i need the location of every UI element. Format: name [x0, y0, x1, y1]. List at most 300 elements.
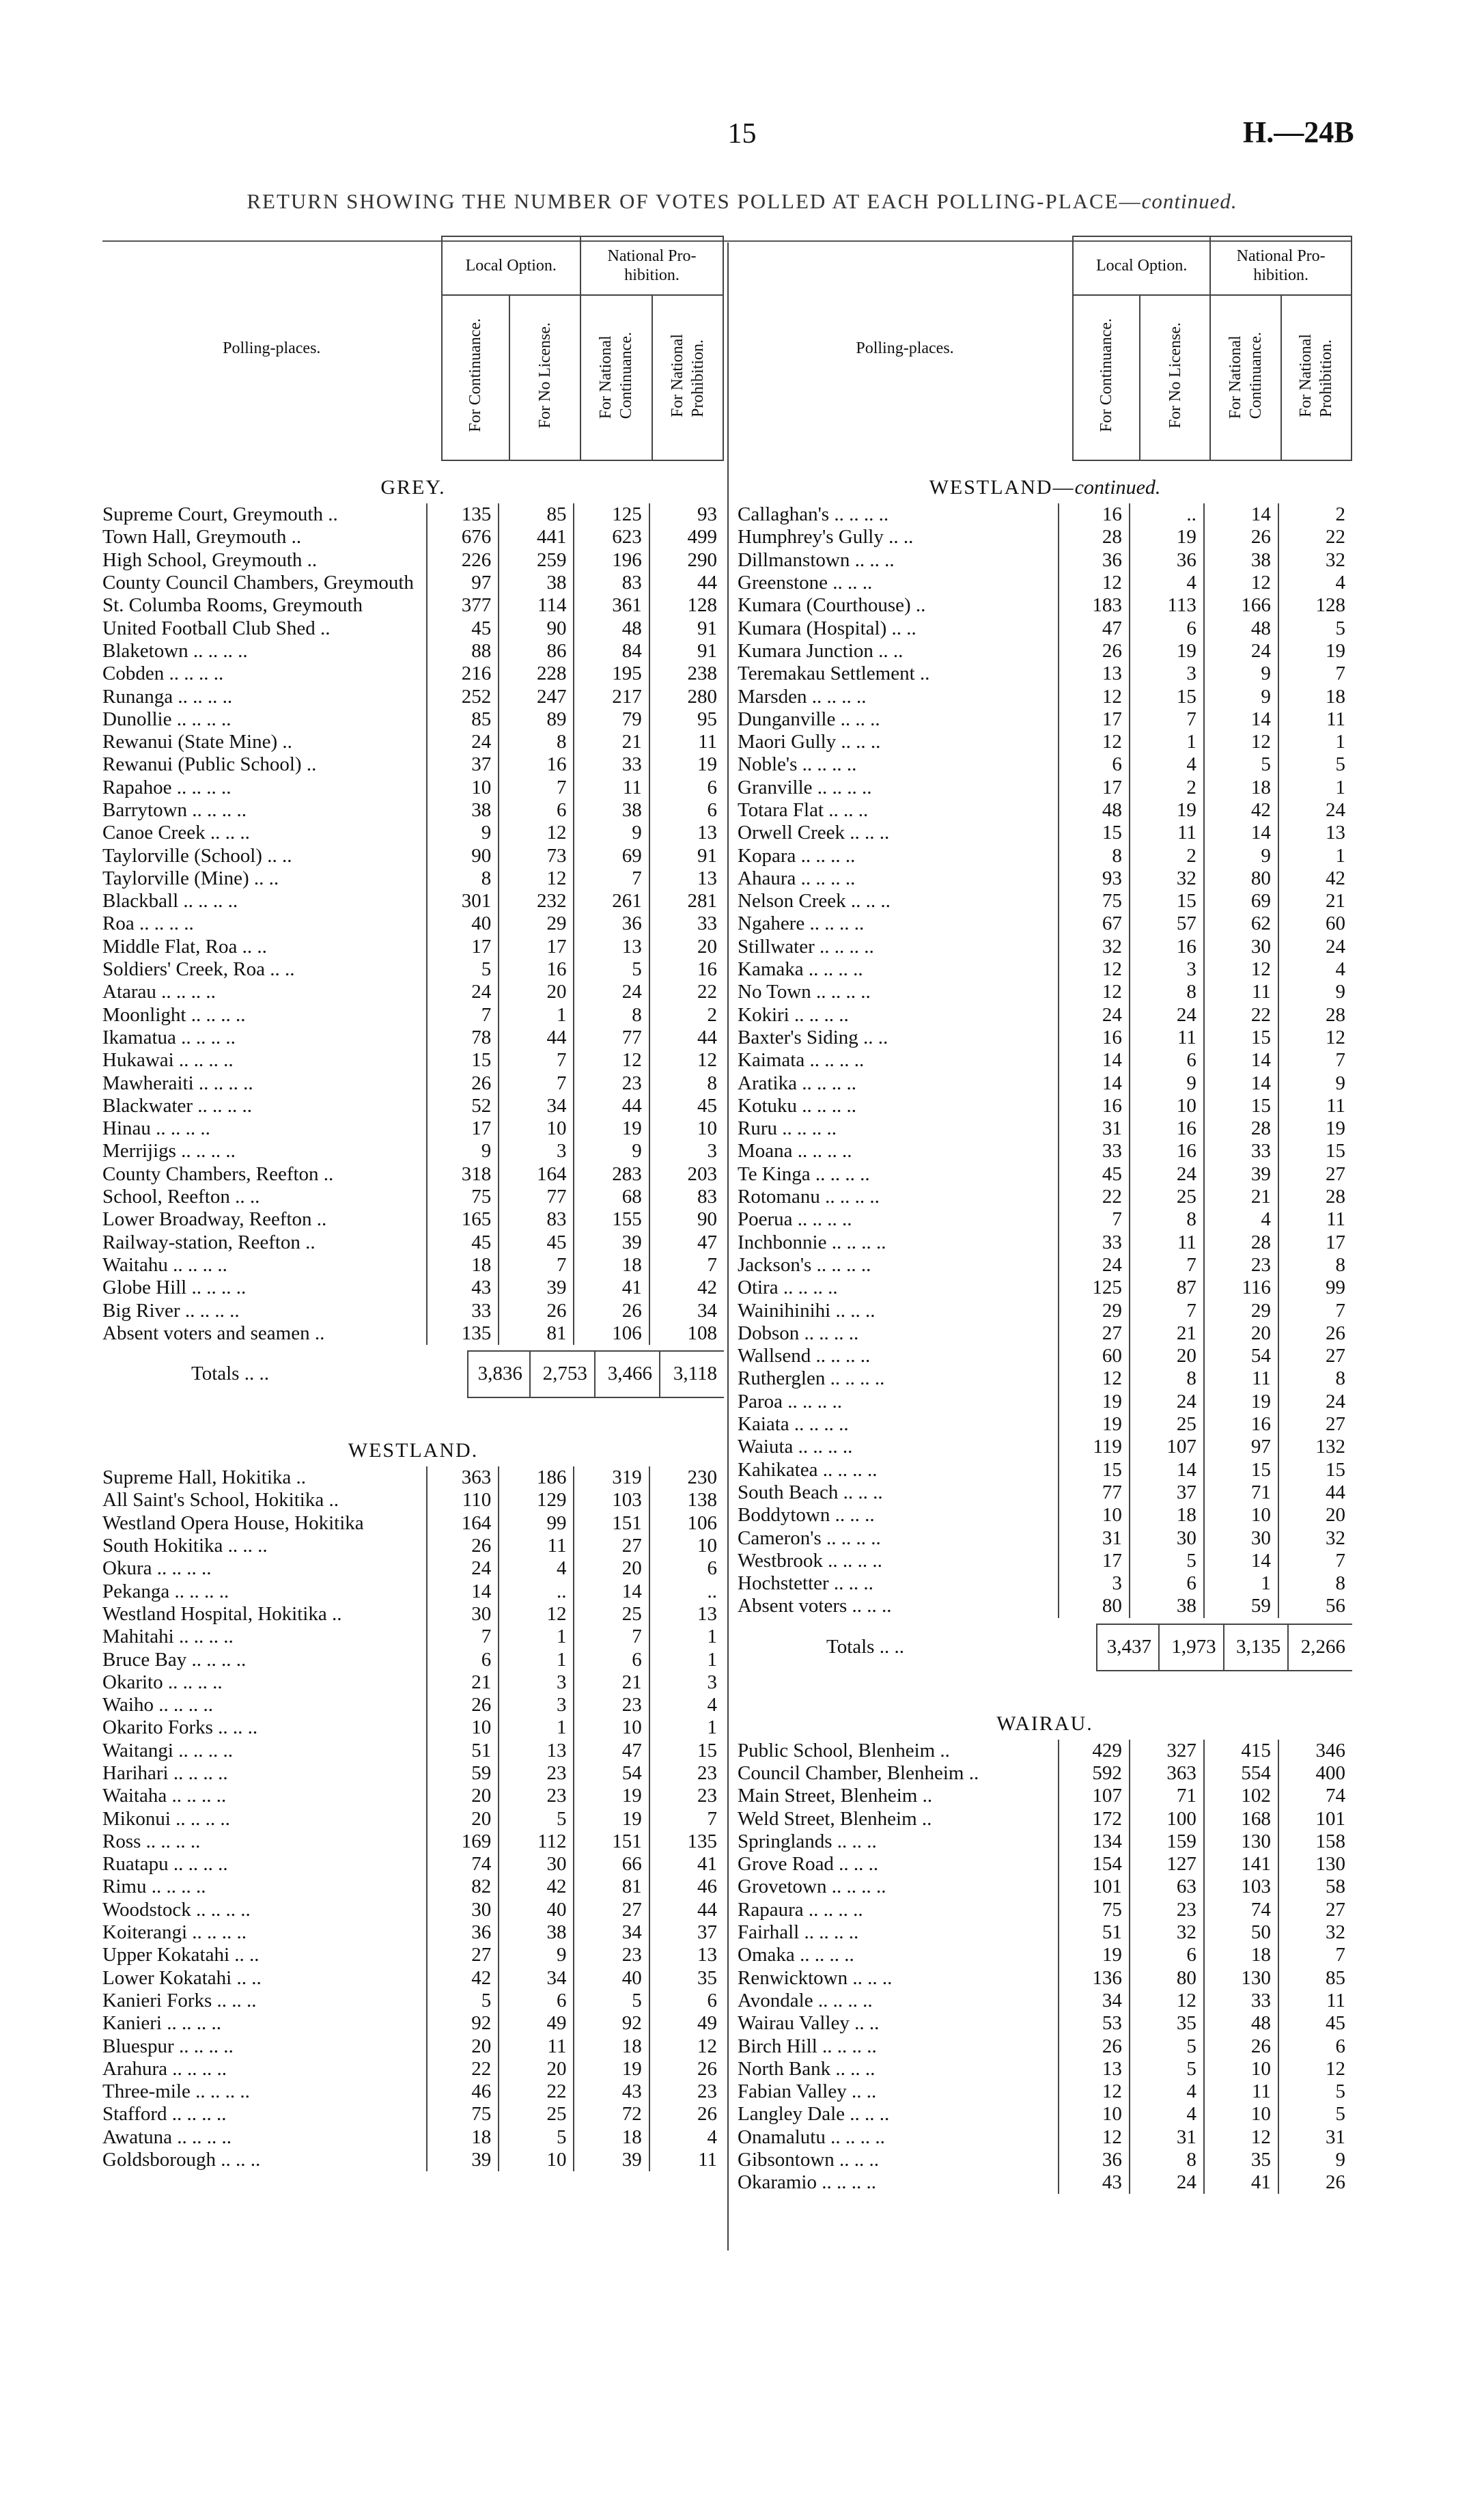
for-continuance-value: 10: [1059, 2103, 1130, 2126]
for-national-prohibition-value: 19: [1278, 1117, 1352, 1140]
polling-place-name: Mikonui .. .. .. ..: [102, 1807, 230, 1830]
for-national-continuance-value: 69: [1204, 890, 1278, 913]
for-national-prohibition-value: 33: [649, 913, 724, 935]
for-national-continuance-value: 16: [1204, 1413, 1278, 1436]
for-national-prohibition-value: 1: [649, 1626, 724, 1648]
westland-continued-title: WESTLAND—: [929, 476, 1075, 499]
for-national-prohibition-value: 22: [649, 981, 724, 1003]
for-national-continuance-value: 11: [1204, 981, 1278, 1003]
table-row: [102, 1580, 724, 1602]
westland-total-continuance: 3,437: [1097, 1624, 1159, 1671]
table-row: [102, 2126, 724, 2149]
table-row: [102, 1716, 724, 1739]
table-row: [738, 617, 1352, 639]
for-national-continuance-value: 12: [1204, 2126, 1278, 2149]
for-national-continuance-value: 9: [574, 822, 649, 844]
for-no-license-value: 25: [1130, 1186, 1204, 1208]
for-national-prohibition-value: 8: [1278, 1572, 1352, 1595]
table-row: [738, 1876, 1352, 1898]
polling-place-name: Fabian Valley .. ..: [738, 2080, 877, 2103]
for-continuance-value: 17: [1059, 777, 1130, 799]
for-national-prohibition-value: 90: [649, 1208, 724, 1231]
for-national-prohibition-value: 9: [1278, 981, 1352, 1003]
for-no-license-value: 2: [1130, 844, 1204, 867]
for-national-prohibition-value: 290: [649, 549, 724, 572]
polling-place-name: Dunollie .. .. .. ..: [102, 708, 232, 730]
left-column-header: [102, 236, 724, 461]
for-national-prohibition-value: 99: [1278, 1277, 1352, 1299]
polling-place-name: Aratika .. .. .. ..: [738, 1072, 856, 1094]
for-national-continuance-value: 41: [574, 1277, 649, 1299]
polling-place-name: Kumara (Hospital) .. ..: [738, 617, 916, 639]
for-continuance-value: 17: [427, 936, 499, 958]
table-row: [738, 572, 1352, 594]
for-national-continuance-value: 23: [574, 1072, 649, 1094]
for-national-continuance-value: 151: [574, 1512, 649, 1535]
table-row: [102, 2149, 724, 2171]
for-continuance-value: 78: [427, 1027, 499, 1049]
for-continuance-value: 36: [1059, 549, 1130, 572]
table-row: [738, 1322, 1352, 1345]
for-continuance-value: 26: [427, 1535, 499, 1557]
westland-continued-label: continued.: [1074, 476, 1161, 499]
for-continuance-value: 165: [427, 1208, 499, 1231]
for-national-continuance-value: 5: [574, 1990, 649, 2012]
for-national-continuance-value: 1: [1204, 1572, 1278, 1595]
polling-place-name: Kahikatea .. .. .. ..: [738, 1458, 878, 1481]
table-row: [102, 844, 724, 867]
polling-place-name: Arahura .. .. .. ..: [102, 2057, 227, 2080]
table-row: [102, 1944, 724, 1966]
polling-place-name: Ruru .. .. .. ..: [738, 1117, 837, 1140]
table-row: [102, 799, 724, 822]
for-no-license-value: 3: [1130, 958, 1204, 981]
for-no-license-value: 4: [499, 1557, 574, 1580]
for-continuance-value: 74: [427, 1853, 499, 1876]
table-row: [102, 867, 724, 890]
polling-place-name: Poerua .. .. .. ..: [738, 1208, 852, 1231]
polling-place-name: Grovetown .. .. .. ..: [738, 1876, 886, 1898]
polling-place-name: Grove Road .. .. ..: [738, 1853, 879, 1876]
for-national-continuance-value: 15: [1204, 1095, 1278, 1117]
for-national-prohibition-value: 5: [1278, 2103, 1352, 2126]
for-national-prohibition-value: 27: [1278, 1345, 1352, 1367]
for-no-license-value: 14: [1130, 1458, 1204, 1481]
for-continuance-value: 22: [1059, 1186, 1130, 1208]
for-national-continuance-value: 15: [1204, 1458, 1278, 1481]
for-national-prohibition-value: 19: [649, 753, 724, 776]
for-no-license-value: 16: [1130, 1140, 1204, 1162]
for-continuance-value: 125: [1059, 1277, 1130, 1299]
polling-place-name: High School, Greymouth ..: [102, 548, 318, 571]
for-national-continuance-value: 50: [1204, 1921, 1278, 1944]
for-national-prohibition-value: 32: [1278, 549, 1352, 572]
for-continuance-value: 363: [427, 1466, 499, 1489]
polling-place-name: Cobden .. .. .. ..: [102, 663, 224, 685]
polling-place-name: Marsden .. .. .. ..: [738, 685, 867, 708]
table-row: [738, 936, 1352, 958]
for-national-prohibition-value: 24: [1278, 1391, 1352, 1413]
title-main: RETURN SHOWING THE NUMBER OF VOTES POLLED AT EACH POLLING-PLACE—: [247, 189, 1142, 213]
for-national-prohibition-value: 32: [1278, 1527, 1352, 1549]
for-no-license-value: 114: [499, 594, 574, 617]
for-national-prohibition-value: 1: [1278, 777, 1352, 799]
for-continuance-value: 8: [427, 867, 499, 890]
for-national-prohibition-header: For National Prohibition.: [668, 333, 707, 417]
polling-place-name: Waiho .. .. .. ..: [102, 1694, 213, 1716]
polling-place-name: Ross .. .. .. ..: [102, 1830, 201, 1852]
for-no-license-value: 12: [1130, 1990, 1204, 2012]
for-national-continuance-value: 44: [574, 1095, 649, 1117]
polling-place-name: Supreme Hall, Hokitika ..: [102, 1466, 307, 1489]
for-no-license-value: 19: [1130, 526, 1204, 548]
for-no-license-value: 89: [499, 708, 574, 731]
table-row: [738, 753, 1352, 776]
table-row: [738, 1413, 1352, 1436]
for-national-continuance-value: 27: [574, 1535, 649, 1557]
for-national-prohibition-header-right: For National Prohibition.: [1297, 333, 1336, 417]
for-national-prohibition-value: 1: [1278, 731, 1352, 753]
polling-place-name: Railway-station, Reefton ..: [102, 1231, 316, 1253]
for-continuance-value: 154: [1059, 1853, 1130, 1876]
grey-total-nat-continuance: 3,466: [595, 1351, 660, 1397]
for-continuance-value: 216: [427, 663, 499, 685]
polling-place-name: Ruatapu .. .. .. ..: [102, 1853, 228, 1876]
for-national-prohibition-value: 230: [649, 1466, 724, 1489]
for-no-license-value: 31: [1130, 2126, 1204, 2149]
for-national-continuance-value: 12: [1204, 572, 1278, 594]
for-national-prohibition-value: 158: [1278, 1830, 1352, 1853]
polling-place-name: Westland Hospital, Hokitika ..: [102, 1602, 342, 1625]
wairau-table: [738, 1740, 1352, 2195]
polling-places-header: Polling-places.: [102, 236, 442, 460]
table-row: [102, 822, 724, 844]
for-continuance-value: 9: [427, 1140, 499, 1162]
for-national-continuance-value: 19: [574, 1785, 649, 1807]
table-row: [738, 1990, 1352, 2012]
for-national-prohibition-value: 2: [1278, 503, 1352, 526]
table-row: [102, 708, 724, 731]
grey-total-continuance: 3,836: [468, 1351, 530, 1397]
table-row: [738, 1572, 1352, 1595]
for-national-prohibition-value: 13: [649, 1603, 724, 1626]
for-no-license-value: 10: [499, 2149, 574, 2171]
for-no-license-value: 129: [499, 1489, 574, 1512]
table-row: [738, 1595, 1352, 1617]
table-row: [102, 1277, 724, 1299]
for-national-prohibition-value: 27: [1278, 1163, 1352, 1186]
for-continuance-value: 36: [1059, 2149, 1130, 2171]
for-continuance-value: 45: [427, 617, 499, 639]
for-national-continuance-value: 92: [574, 2012, 649, 2035]
polling-place-name: Awatuna .. .. .. ..: [102, 2126, 232, 2148]
polling-place-name: Bluespur .. .. .. ..: [102, 2035, 234, 2057]
for-national-continuance-value: 195: [574, 663, 649, 685]
table-row: [738, 1186, 1352, 1208]
table-row: [102, 913, 724, 935]
for-national-prohibition-value: 7: [649, 1807, 724, 1830]
for-national-continuance-value: 69: [574, 844, 649, 867]
for-national-continuance-value: 116: [1204, 1277, 1278, 1299]
polling-place-name: Goldsborough .. .. ..: [102, 2149, 261, 2171]
for-no-license-value: 16: [1130, 1117, 1204, 1140]
for-continuance-value: 28: [1059, 526, 1130, 548]
for-continuance-value: 93: [1059, 867, 1130, 890]
for-continuance-value: 39: [427, 2149, 499, 2171]
table-row: [102, 1921, 724, 1944]
for-continuance-value: 18: [427, 1254, 499, 1277]
polling-place-name: Kamaka .. .. .. ..: [738, 958, 863, 981]
for-national-prohibition-value: 5: [1278, 2080, 1352, 2103]
for-continuance-value: 75: [1059, 890, 1130, 913]
for-no-license-value: 86: [499, 640, 574, 663]
table-row: [738, 1481, 1352, 1504]
for-no-license-value: 8: [1130, 1367, 1204, 1390]
table-row: [738, 503, 1352, 526]
for-national-prohibition-value: 45: [1278, 2012, 1352, 2035]
polling-place-name: Lower Kokatahi .. ..: [102, 1966, 262, 1989]
for-national-prohibition-value: 12: [1278, 2058, 1352, 2080]
for-no-license-value: 13: [499, 1740, 574, 1762]
for-continuance-value: 169: [427, 1830, 499, 1853]
table-row: [738, 731, 1352, 753]
table-row: [102, 731, 724, 753]
polling-place-name: Cameron's .. .. .. ..: [738, 1527, 881, 1549]
for-national-continuance-value: 34: [574, 1921, 649, 1944]
for-no-license-value: 11: [1130, 822, 1204, 844]
for-national-continuance-value: 102: [1204, 1785, 1278, 1807]
for-national-prohibition-value: 12: [649, 1049, 724, 1072]
for-continuance-value: 16: [1059, 503, 1130, 526]
for-no-license-value: 12: [499, 1603, 574, 1626]
polling-place-name: Middle Flat, Roa .. ..: [102, 935, 267, 958]
for-no-license-value: ..: [1130, 503, 1204, 526]
for-national-continuance-value: 217: [574, 685, 649, 708]
polling-place-name: Blaketown .. .. .. ..: [102, 639, 248, 662]
for-continuance-value: 26: [1059, 640, 1130, 663]
for-continuance-value: 37: [427, 753, 499, 776]
for-national-prohibition-value: 23: [649, 1785, 724, 1807]
for-no-license-value: 20: [1130, 1345, 1204, 1367]
for-continuance-value: 172: [1059, 1807, 1130, 1830]
table-row: [738, 981, 1352, 1003]
for-no-license-value: 11: [499, 2035, 574, 2057]
for-national-continuance-value: 39: [1204, 1163, 1278, 1186]
for-continuance-value: 318: [427, 1163, 499, 1186]
table-row: [738, 2171, 1352, 2194]
for-continuance-value: 21: [427, 1671, 499, 1694]
for-national-continuance-value: 84: [574, 640, 649, 663]
grey-table: [102, 503, 724, 1345]
for-national-continuance-value: 18: [574, 2126, 649, 2149]
for-continuance-value: 33: [427, 1299, 499, 1322]
table-row: [738, 1458, 1352, 1481]
for-continuance-value: 9: [427, 822, 499, 844]
polling-place-name: Absent voters and seamen ..: [102, 1322, 325, 1344]
polling-place-name: Blackball .. .. .. ..: [102, 890, 238, 913]
for-national-prohibition-value: 91: [649, 640, 724, 663]
for-no-license-value: 90: [499, 617, 574, 639]
table-row: [738, 913, 1352, 935]
for-continuance-value: 6: [1059, 753, 1130, 776]
for-no-license-value: 30: [1130, 1527, 1204, 1549]
for-no-license-value: 6: [1130, 1049, 1204, 1072]
table-row: [102, 1785, 724, 1807]
for-no-license-value: 32: [1130, 1921, 1204, 1944]
for-national-prohibition-value: 34: [649, 1299, 724, 1322]
for-continuance-value: 82: [427, 1876, 499, 1898]
polling-place-name: Avondale .. .. .. ..: [738, 1989, 873, 2011]
for-national-continuance-value: 19: [574, 1807, 649, 1830]
westland-continued-section-title: [738, 476, 1352, 499]
for-national-prohibition-value: 93: [649, 503, 724, 526]
for-no-license-value: 19: [1130, 640, 1204, 663]
for-national-prohibition-value: 499: [649, 526, 724, 548]
for-national-prohibition-value: 8: [1278, 1254, 1352, 1277]
table-row: [738, 1391, 1352, 1413]
for-continuance-value: 19: [1059, 1944, 1130, 1966]
for-national-continuance-value: 9: [1204, 844, 1278, 867]
table-row: [102, 1671, 724, 1694]
polling-place-name: Westland Opera House, Hokitika: [102, 1512, 364, 1534]
for-continuance-value: 45: [1059, 1163, 1130, 1186]
for-national-continuance-value: 18: [574, 1254, 649, 1277]
for-continuance-value: 42: [427, 1967, 499, 1990]
for-national-prohibition-value: 11: [1278, 1095, 1352, 1117]
for-no-license-value: 2: [1130, 777, 1204, 799]
polling-place-name: Rapahoe .. .. .. ..: [102, 776, 232, 798]
table-row: [102, 1027, 724, 1049]
for-no-license-value: 112: [499, 1830, 574, 1853]
grey-section-title: GREY.: [380, 476, 446, 499]
for-national-prohibition-value: 26: [1278, 2171, 1352, 2194]
for-no-license-value: 7: [499, 1254, 574, 1277]
for-continuance-value: 301: [427, 890, 499, 913]
for-no-license-value: 49: [499, 2012, 574, 2035]
page-number: 15: [727, 118, 757, 150]
for-continuance-value: 15: [1059, 822, 1130, 844]
right-column: [738, 236, 1352, 2194]
polling-place-name: Hukawai .. .. .. ..: [102, 1049, 234, 1072]
polling-place-name: Council Chamber, Blenheim ..: [738, 1761, 979, 1784]
for-no-license-value: 8: [1130, 981, 1204, 1003]
table-row: [102, 503, 724, 526]
for-national-continuance-value: 19: [1204, 1391, 1278, 1413]
for-no-license-value: 7: [1130, 1254, 1204, 1277]
for-no-license-value: 1: [499, 1648, 574, 1671]
table-row: [738, 2126, 1352, 2149]
polling-place-name: Ikamatua .. .. .. ..: [102, 1026, 236, 1048]
polling-place-name: Stafford .. .. .. ..: [102, 2103, 227, 2126]
for-no-license-value: 23: [499, 1785, 574, 1807]
for-national-prohibition-value: 13: [649, 1944, 724, 1966]
for-no-license-value: 17: [499, 936, 574, 958]
polling-place-name: All Saint's School, Hokitika ..: [102, 1489, 339, 1512]
polling-place-name: No Town .. .. .. ..: [738, 981, 871, 1003]
for-continuance-value: 30: [427, 1603, 499, 1626]
for-national-continuance-value: 97: [1204, 1436, 1278, 1458]
for-continuance-value: 14: [427, 1580, 499, 1602]
for-national-continuance-value: 25: [574, 1603, 649, 1626]
polling-place-name: Kanieri Forks .. .. ..: [102, 1989, 257, 2011]
grey-totals-label: Totals .. ..: [191, 1363, 269, 1385]
for-national-continuance-value: 54: [1204, 1345, 1278, 1367]
for-national-prohibition-value: 128: [1278, 594, 1352, 617]
for-continuance-value: 33: [1059, 1140, 1130, 1162]
for-no-license-value: 232: [499, 890, 574, 913]
for-no-license-value: 10: [499, 1117, 574, 1140]
polling-place-name: Stillwater .. .. .. ..: [738, 935, 874, 958]
for-continuance-value: 429: [1059, 1740, 1130, 1762]
for-national-prohibition-value: 91: [649, 844, 724, 867]
for-no-license-value: 40: [499, 1899, 574, 1921]
for-no-license-value: 1: [499, 1716, 574, 1739]
for-continuance-value: 135: [427, 503, 499, 526]
for-national-continuance-value: 33: [1204, 1140, 1278, 1162]
for-national-prohibition-value: 138: [649, 1489, 724, 1512]
table-row: [102, 1208, 724, 1231]
for-national-continuance-value: 83: [574, 572, 649, 594]
table-row: [102, 1694, 724, 1716]
for-continuance-value: 53: [1059, 2012, 1130, 2035]
table-row: [102, 1557, 724, 1580]
for-no-license-value: 12: [499, 822, 574, 844]
polling-place-name: Dobson .. .. .. ..: [738, 1322, 859, 1344]
for-no-license-value: 77: [499, 1186, 574, 1208]
for-national-continuance-value: 18: [1204, 1944, 1278, 1966]
table-row: [738, 1072, 1352, 1094]
table-row: [738, 594, 1352, 617]
for-national-continuance-value: 81: [574, 1876, 649, 1898]
for-national-prohibition-value: 19: [1278, 640, 1352, 663]
polling-place-name: Kumara (Courthouse) ..: [738, 594, 926, 617]
for-national-continuance-value: 38: [1204, 549, 1278, 572]
polling-place-name: County Council Chambers, Greymouth: [102, 572, 414, 594]
for-continuance-value: 24: [1059, 1254, 1130, 1277]
for-continuance-value: 12: [1059, 958, 1130, 981]
for-no-license-value: 164: [499, 1163, 574, 1186]
document-code: H.—24B: [1243, 115, 1354, 149]
for-no-license-value: 247: [499, 685, 574, 708]
polling-place-name: North Bank .. .. ..: [738, 2057, 876, 2080]
table-row: [102, 936, 724, 958]
polling-place-name: Wallsend .. .. .. ..: [738, 1345, 871, 1367]
for-national-continuance-value: 54: [574, 1762, 649, 1785]
for-no-license-value: 32: [1130, 867, 1204, 890]
for-national-continuance-value: 283: [574, 1163, 649, 1186]
for-no-license-value: 83: [499, 1208, 574, 1231]
for-national-prohibition-value: 11: [1278, 1990, 1352, 2012]
for-continuance-value: 7: [427, 1004, 499, 1027]
for-national-continuance-value: 39: [574, 2149, 649, 2171]
for-national-prohibition-value: 11: [649, 731, 724, 753]
for-no-license-value: 10: [1130, 1095, 1204, 1117]
westland-total-nat-continuance: 3,135: [1224, 1624, 1289, 1671]
for-no-license-value: 16: [1130, 936, 1204, 958]
for-continuance-value: 75: [427, 2103, 499, 2126]
for-national-continuance-value: 15: [1204, 1027, 1278, 1049]
for-national-prohibition-value: 280: [649, 685, 724, 708]
for-no-license-value: 107: [1130, 1436, 1204, 1458]
for-no-license-value: 38: [499, 1921, 574, 1944]
for-continuance-value: 134: [1059, 1830, 1130, 1853]
polling-place-name: St. Columba Rooms, Greymouth: [102, 594, 363, 617]
for-no-license-value: 113: [1130, 594, 1204, 617]
polling-place-name: Three-mile .. .. .. ..: [102, 2080, 250, 2103]
for-national-continuance-value: 14: [1204, 1072, 1278, 1094]
westland-total-no-license: 1,973: [1159, 1624, 1224, 1671]
polling-place-name: Omaka .. .. .. ..: [738, 1944, 854, 1966]
